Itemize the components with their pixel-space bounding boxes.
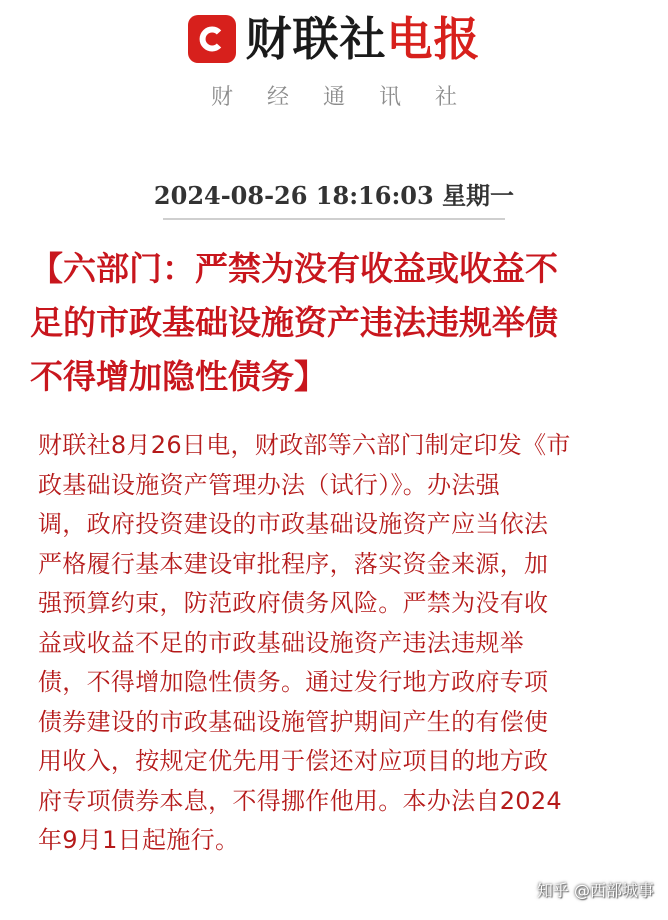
logo-text-black: 财联社 xyxy=(245,12,387,66)
date-divider xyxy=(163,218,505,220)
article-body: 财联社8月26日电，财政部等六部门制定印发《市 政基础设施资产管理办法（试行）》。办法强 调，政府投资建设的市政基础设施资产应当依法 严格履行基本建设审批程序，落实资金来源，加 强预算约束，防范政府债务风险。严禁为没有收 益或收益不足的市政基础设施资产违法违规举 债，不得增加隐性债务。通过发行地方政府专项 债券建设的市政基础设施管护期间产生的有偿使 用收入，按规定优先用于偿还对应项目的地方政 府专项债券本息，不得挪作他用。本办法自2024 年9月1日起施行。 xyxy=(38,431,571,854)
tagline: 财经通讯社 xyxy=(210,85,491,110)
article-datetime: 2024-08-26 18:16:03 星期一 xyxy=(153,181,515,210)
c-logo-icon xyxy=(188,15,236,63)
logo-wordmark xyxy=(246,12,481,66)
logo-text-red: 电报 xyxy=(386,12,481,66)
logo xyxy=(0,12,668,66)
masthead xyxy=(0,0,668,160)
watermark: 知乎 @西部城事 xyxy=(536,881,654,900)
article-headline: 【六部门：严禁为没有收益或收益不 足的市政基础设施资产违法违规举债 不得增加隐性债务】 xyxy=(30,249,558,396)
